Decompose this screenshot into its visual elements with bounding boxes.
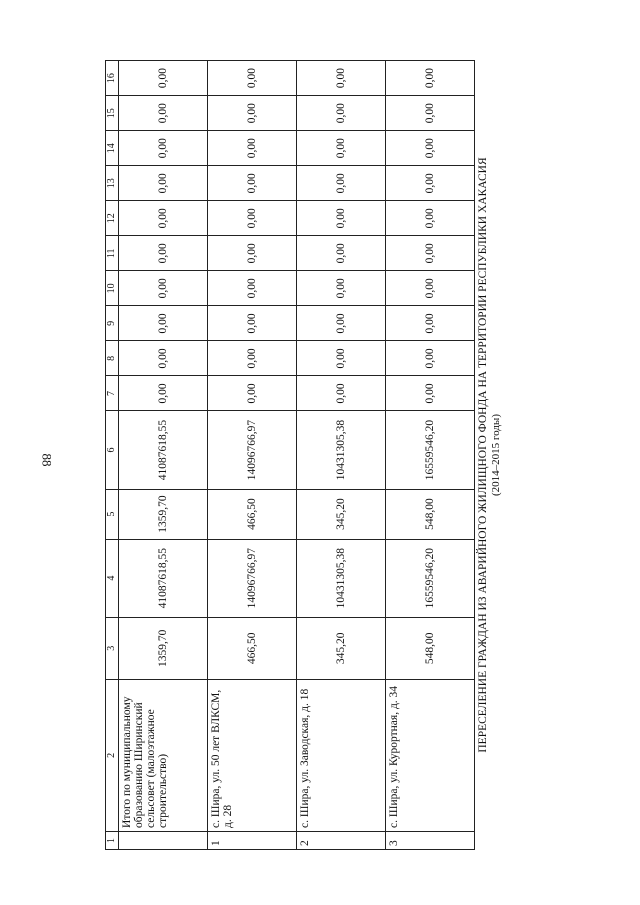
value-cell: 0,00 bbox=[297, 131, 386, 166]
value-cell: 1359,70 bbox=[119, 489, 208, 539]
table-row bbox=[119, 61, 208, 850]
value-cell: 0,00 bbox=[208, 341, 297, 376]
value-cell: 0,00 bbox=[208, 131, 297, 166]
header-cell-13: 13 bbox=[106, 166, 119, 201]
value-cell: 0,00 bbox=[297, 271, 386, 306]
value-cell: 41087618,55 bbox=[119, 539, 208, 617]
table-row bbox=[208, 61, 297, 850]
value-cell: 0,00 bbox=[386, 271, 475, 306]
value-cell: 0,00 bbox=[386, 131, 475, 166]
value-cell: 1359,70 bbox=[119, 617, 208, 679]
header-cell-9: 9 bbox=[106, 306, 119, 341]
value-cell: 0,00 bbox=[386, 306, 475, 341]
value-cell: 0,00 bbox=[297, 341, 386, 376]
header-cell-7: 7 bbox=[106, 376, 119, 411]
table-row bbox=[386, 61, 475, 850]
value-cell: 10431305,38 bbox=[297, 539, 386, 617]
value-cell: 0,00 bbox=[297, 376, 386, 411]
address-cell: с. Шира, ул. Заводская, д. 18 bbox=[297, 679, 386, 831]
value-cell: 0,00 bbox=[297, 201, 386, 236]
value-cell: 0,00 bbox=[386, 61, 475, 96]
value-cell: 0,00 bbox=[119, 201, 208, 236]
address-cell: с. Шира, ул. Курортная, д. 34 bbox=[386, 679, 475, 831]
page-number: 88 bbox=[39, 453, 55, 467]
value-cell: 0,00 bbox=[386, 201, 475, 236]
value-cell: 345,20 bbox=[297, 489, 386, 539]
table-caption bbox=[477, 60, 503, 850]
value-cell: 0,00 bbox=[208, 236, 297, 271]
caption-title: ПЕРЕСЕЛЕНИЕ ГРАЖДАН ИЗ АВАРИЙНОГО ЖИЛИЩНОГО ФОНДА НА ТЕРРИТОРИИ РЕСПУБЛИКИ ХАКАСИЯ bbox=[477, 157, 489, 753]
header-row bbox=[106, 61, 119, 850]
value-cell: 41087618,55 bbox=[119, 411, 208, 489]
header-cell-14: 14 bbox=[106, 131, 119, 166]
row-number-cell bbox=[119, 831, 208, 849]
address-cell: с. Шира, ул. 50 лет ВЛКСМ, д. 28 bbox=[208, 679, 297, 831]
resettlement-table bbox=[105, 60, 475, 850]
value-cell: 10431305,38 bbox=[297, 411, 386, 489]
header-cell-11: 11 bbox=[106, 236, 119, 271]
value-cell: 0,00 bbox=[119, 166, 208, 201]
value-cell: 548,00 bbox=[386, 489, 475, 539]
value-cell: 0,00 bbox=[386, 376, 475, 411]
value-cell: 14096766,97 bbox=[208, 539, 297, 617]
value-cell: 548,00 bbox=[386, 617, 475, 679]
value-cell: 0,00 bbox=[208, 271, 297, 306]
header-cell-3: 3 bbox=[106, 617, 119, 679]
value-cell: 16559546,20 bbox=[386, 411, 475, 489]
value-cell: 466,50 bbox=[208, 617, 297, 679]
value-cell: 0,00 bbox=[119, 376, 208, 411]
value-cell: 0,00 bbox=[119, 306, 208, 341]
value-cell: 0,00 bbox=[119, 96, 208, 131]
value-cell: 0,00 bbox=[297, 236, 386, 271]
value-cell: 0,00 bbox=[297, 166, 386, 201]
header-cell-16: 16 bbox=[106, 61, 119, 96]
row-number-cell: 3 bbox=[386, 831, 475, 849]
value-cell: 0,00 bbox=[297, 96, 386, 131]
header-cell-2: 2 bbox=[106, 679, 119, 831]
sheet bbox=[105, 60, 502, 850]
value-cell: 0,00 bbox=[119, 271, 208, 306]
header-cell-1: 1 bbox=[106, 831, 119, 849]
row-number-cell: 2 bbox=[297, 831, 386, 849]
value-cell: 0,00 bbox=[208, 61, 297, 96]
value-cell: 0,00 bbox=[386, 166, 475, 201]
value-cell: 0,00 bbox=[208, 376, 297, 411]
header-cell-4: 4 bbox=[106, 539, 119, 617]
row-number-cell: 1 bbox=[208, 831, 297, 849]
value-cell: 0,00 bbox=[119, 131, 208, 166]
caption-years: (2014–2015 годы) bbox=[490, 414, 502, 496]
value-cell: 0,00 bbox=[208, 96, 297, 131]
value-cell: 0,00 bbox=[119, 341, 208, 376]
value-cell: 0,00 bbox=[208, 201, 297, 236]
value-cell: 0,00 bbox=[386, 96, 475, 131]
value-cell: 16559546,20 bbox=[386, 539, 475, 617]
value-cell: 0,00 bbox=[386, 341, 475, 376]
header-cell-10: 10 bbox=[106, 271, 119, 306]
value-cell: 0,00 bbox=[386, 236, 475, 271]
value-cell: 0,00 bbox=[297, 61, 386, 96]
table-row bbox=[297, 61, 386, 850]
header-cell-6: 6 bbox=[106, 411, 119, 489]
header-cell-15: 15 bbox=[106, 96, 119, 131]
value-cell: 0,00 bbox=[119, 236, 208, 271]
value-cell: 0,00 bbox=[208, 306, 297, 341]
value-cell: 466,50 bbox=[208, 489, 297, 539]
rotated-table-sheet bbox=[105, 60, 502, 850]
value-cell: 0,00 bbox=[119, 61, 208, 96]
header-cell-5: 5 bbox=[106, 489, 119, 539]
value-cell: 14096766,97 bbox=[208, 411, 297, 489]
address-cell: Итого по муниципальному образованию Ширинский сельсовет (малоэтажное строительство) bbox=[119, 679, 208, 831]
table-body bbox=[119, 61, 475, 850]
value-cell: 345,20 bbox=[297, 617, 386, 679]
header-cell-8: 8 bbox=[106, 341, 119, 376]
header-cell-12: 12 bbox=[106, 201, 119, 236]
value-cell: 0,00 bbox=[208, 166, 297, 201]
value-cell: 0,00 bbox=[297, 306, 386, 341]
